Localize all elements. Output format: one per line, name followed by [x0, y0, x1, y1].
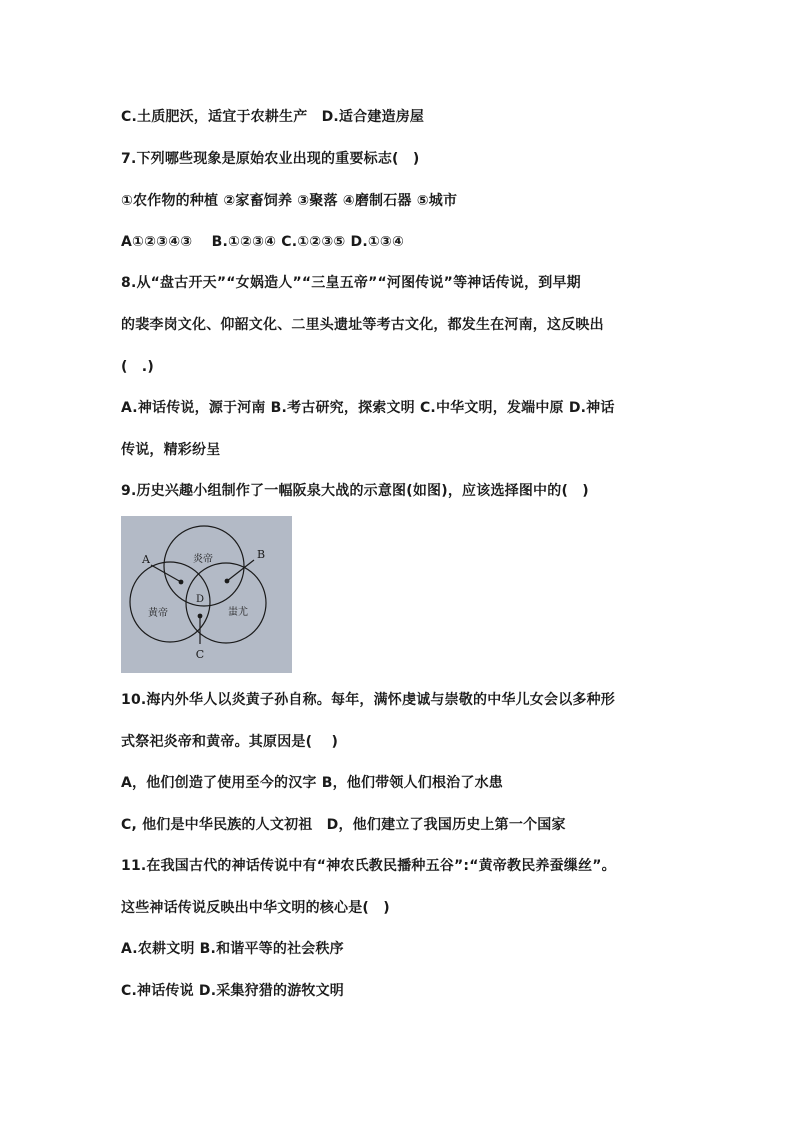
q10-stem-line2: 式祭祀炎帝和黄帝。其原因是( ) [121, 734, 339, 750]
q8-stem-line2: 的裴李岗文化、仰韶文化、二里头遗址等考古文化，都发生在河南，这反映出 [121, 317, 604, 333]
label-yandi: 炎帝 [193, 554, 213, 565]
q8-stem-line3: ( .) [121, 359, 154, 375]
q10-options-cd: C, 他们是中华民族的人文初祖 D，他们建立了我国历史上第一个国家 [121, 817, 566, 833]
label-huangdi: 黄帝 [148, 608, 168, 619]
q10-stem-line1: 10.海内外华人以炎黄子孙自称。每年，满怀虔诚与崇敬的中华儿女会以多种形 [121, 692, 615, 708]
dot-a [179, 580, 184, 585]
q7-options: A①②③④③ B.①②③④ C.①②③⑤ D.①③④ [121, 234, 405, 250]
q6-option-c-d: C.土质肥沃，适宜于农耕生产 D.适合建造房屋 [121, 109, 425, 125]
q10-options-ab: A，他们创造了使用至今的汉字 B，他们带领人们根治了水患 [121, 775, 503, 791]
q8-options-line2: 传说，精彩纷呈 [121, 442, 221, 458]
label-chiyou: 蚩尤 [228, 607, 248, 618]
dot-c [198, 614, 203, 619]
label-c: C [195, 648, 205, 661]
q11-stem-line1: 11.在我国古代的神话传说中有“神农氏教民播种五谷”:“黄帝教民养蚕缫丝”。 [121, 858, 616, 874]
label-a: A [142, 553, 150, 566]
dot-b [225, 579, 230, 584]
label-d: D [195, 594, 205, 605]
q8-options-line1: A.神话传说，源于河南 B.考古研究，探索文明 C.中华文明，发端中原 D.神话 [121, 400, 615, 416]
venn-diagram-figure [121, 516, 292, 673]
q7-items: ①农作物的种植 ②家畜饲养 ③聚落 ④磨制石器 ⑤城市 [121, 193, 458, 209]
q8-stem-line1: 8.从“盘古开天”“女娲造人”“三皇五帝”“河图传说”等神话传说，到早期 [121, 275, 581, 291]
label-b: B [256, 548, 266, 561]
q11-options-ab: A.农耕文明 B.和谐平等的社会秩序 [121, 941, 344, 957]
q9-stem: 9.历史兴趣小组制作了一幅阪泉大战的示意图(如图)，应该选择图中的( ) [121, 483, 589, 499]
q11-options-cd: C.神话传说 D.采集狩猎的游牧文明 [121, 983, 345, 999]
q11-stem-line2: 这些神话传说反映出中华文明的核心是( ) [121, 900, 390, 916]
q7-stem: 7.下列哪些现象是原始农业出现的重要标志( ) [121, 151, 420, 167]
